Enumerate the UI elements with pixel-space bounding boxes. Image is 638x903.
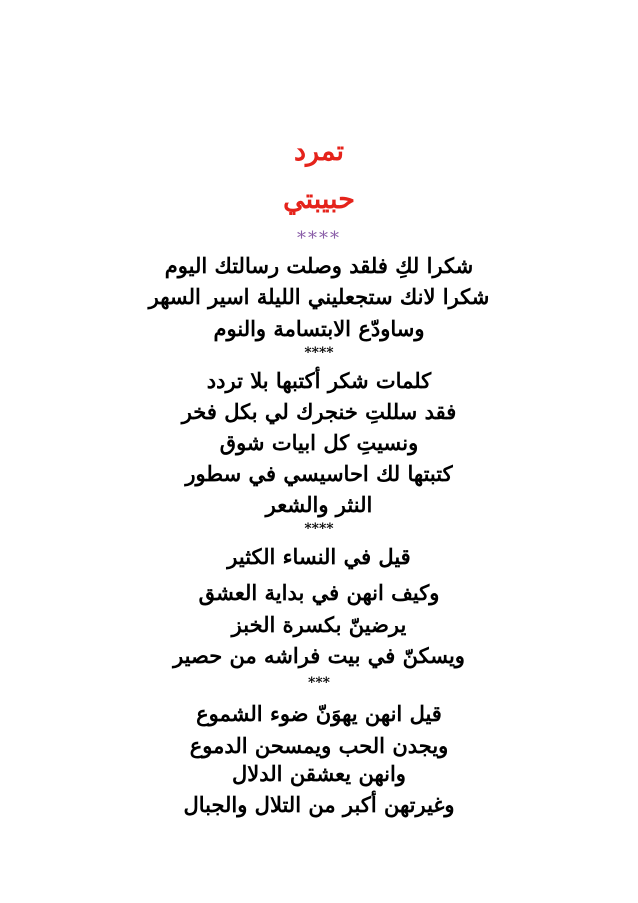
poem-line: وغيرتهن أكبر من التلال والجبال bbox=[183, 792, 455, 817]
stanza-separator: **** bbox=[304, 521, 334, 537]
poem-line: شكرا لكِ فلقد وصلت رسالتك اليوم bbox=[164, 253, 474, 278]
poem-line: فقد سللتِ خنجرك لي بكل فخر bbox=[181, 399, 457, 424]
poem-line: قيل في النساء الكثير bbox=[227, 544, 411, 569]
poem-line: ويسكنّ في بيت فراشه من حصير bbox=[173, 643, 465, 668]
poem-line: يرضينّ بكسرة الخبز bbox=[231, 612, 407, 637]
poem-line: قيل انهن يهوَنّ ضوء الشموع bbox=[196, 701, 442, 726]
poem-line: ونسيتِ كل ابيات شوق bbox=[219, 430, 419, 455]
poem-line: كتبتها لك احاسيسي في سطور bbox=[185, 461, 453, 486]
poem-line: وانهن يعشقن الدلال bbox=[232, 761, 406, 786]
stanza-separator: **** bbox=[304, 345, 334, 361]
poem-line: النثر والشعر bbox=[265, 492, 373, 517]
stanza-separator: *** bbox=[308, 675, 330, 691]
poem-line: وساودّع الابتسامة والنوم bbox=[213, 316, 425, 341]
poem-line: شكرا لانك ستجعليني الليلة اسير السهر bbox=[148, 284, 490, 309]
poem-line: ويجدن الحب ويمسحن الدموع bbox=[189, 733, 449, 758]
poem-subtitle: حبيبتي bbox=[283, 184, 355, 215]
poem-line: كلمات شكر أكتبها بلا تردد bbox=[206, 368, 432, 393]
poem-title: تمرد bbox=[293, 136, 345, 167]
poem-line: وكيف انهن في بداية العشق bbox=[198, 580, 440, 605]
ornament-stars: **** bbox=[297, 228, 341, 249]
